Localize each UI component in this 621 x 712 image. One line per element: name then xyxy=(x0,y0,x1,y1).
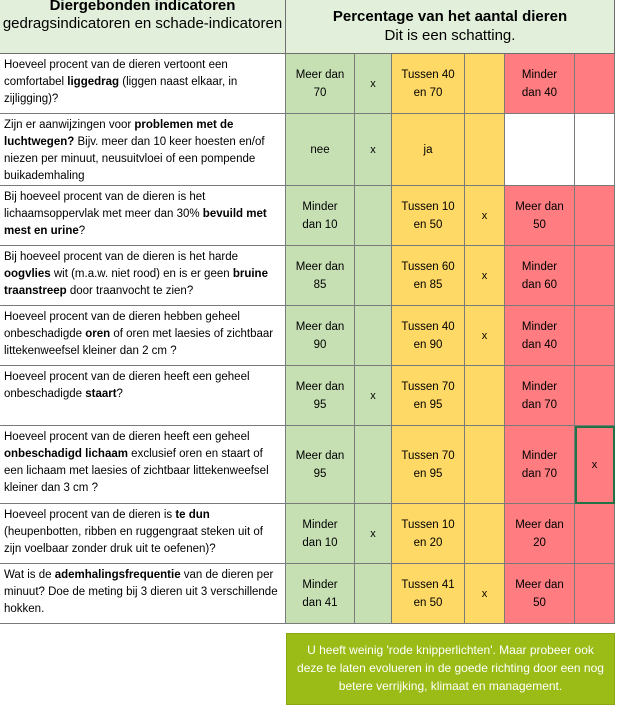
table-row xyxy=(0,564,615,624)
option-text xyxy=(401,198,454,234)
question-cell[interactable] xyxy=(0,306,286,366)
selection-mark: x xyxy=(370,389,376,402)
green-option-cell[interactable] xyxy=(286,564,355,624)
green-mark-cell[interactable] xyxy=(355,54,392,114)
question-text: Wat is de xyxy=(4,569,55,581)
yellow-option-cell[interactable] xyxy=(392,426,465,504)
question-keyword: te dun xyxy=(175,509,210,521)
green-option-cell[interactable] xyxy=(286,426,355,504)
table-row xyxy=(0,306,615,366)
question-text: Hoeveel procent van de dieren is xyxy=(4,509,176,521)
option-text-line: Minder xyxy=(521,380,558,393)
red-mark-cell[interactable] xyxy=(575,426,615,504)
question-cell[interactable] xyxy=(0,114,286,186)
option-text-line: nee xyxy=(310,143,330,156)
question-text: of oren met laesies of zichtbaar littekenweefsel kleiner dan 2 cm ? xyxy=(4,328,274,357)
question-text: Hoeveel procent van de dieren vertoont een comfortabel xyxy=(4,59,228,88)
red-mark-cell[interactable] xyxy=(575,114,615,186)
question-keyword: onbeschadigd lichaam xyxy=(4,448,128,460)
option-text xyxy=(296,447,345,483)
yellow-option-cell[interactable] xyxy=(392,366,465,426)
option-text-line: Tussen 40 xyxy=(401,320,455,333)
option-text-line: Tussen 70 xyxy=(401,449,455,462)
option-text-line: 95 xyxy=(313,467,327,480)
option-text-line: dan 41 xyxy=(302,596,338,609)
option-text-line: 50 xyxy=(533,596,546,609)
option-text-line: Minder xyxy=(521,449,558,462)
header-percentage-subtitle: Dit is een schatting. xyxy=(384,27,516,44)
option-text-line: Minder xyxy=(521,320,558,333)
yellow-mark-cell[interactable] xyxy=(465,186,505,246)
question-cell[interactable] xyxy=(0,426,286,504)
green-mark-cell[interactable] xyxy=(355,366,392,426)
red-option-cell[interactable] xyxy=(505,366,575,426)
question-text: Hoeveel procent van de dieren hebben geheel onbeschadigde xyxy=(4,311,240,340)
red-option-cell[interactable] xyxy=(505,186,575,246)
option-text-line: Meer dan xyxy=(295,260,345,273)
question-text: ? xyxy=(78,225,86,237)
red-mark-cell[interactable] xyxy=(575,504,615,564)
option-text-line: 95 xyxy=(313,398,327,411)
selection-mark: x xyxy=(481,329,488,342)
red-mark-cell[interactable] xyxy=(575,564,615,624)
yellow-mark-cell[interactable] xyxy=(465,426,505,504)
option-text-line: Minder xyxy=(521,68,558,81)
table-row xyxy=(0,426,615,504)
question-text: ? xyxy=(116,388,123,400)
green-option-cell[interactable] xyxy=(286,504,355,564)
table-row xyxy=(0,186,615,246)
option-text xyxy=(522,447,557,483)
option-text-line: en 50 xyxy=(413,218,443,231)
yellow-mark-cell[interactable] xyxy=(465,366,505,426)
yellow-option-cell[interactable] xyxy=(392,246,465,306)
option-text-line: dan 70 xyxy=(521,398,558,411)
option-text xyxy=(401,447,454,483)
yellow-mark-cell[interactable] xyxy=(465,54,505,114)
question-text: wit (m.a.w. niet rood) en is er geen xyxy=(50,268,233,280)
option-text-line: en 85 xyxy=(413,278,443,291)
option-text-line: Meer dan xyxy=(515,200,564,213)
option-text-line: 20 xyxy=(533,536,546,549)
option-text-line: Minder xyxy=(302,200,338,213)
green-mark-cell[interactable] xyxy=(355,564,392,624)
option-text xyxy=(302,516,337,552)
green-option-cell[interactable] xyxy=(286,306,355,366)
red-option-cell[interactable] xyxy=(505,114,575,186)
green-mark-cell[interactable] xyxy=(355,504,392,564)
option-text-line: Meer dan xyxy=(515,578,564,591)
option-text-line: Tussen 40 xyxy=(401,68,455,81)
option-text xyxy=(401,576,454,612)
option-text-line: Tussen 41 xyxy=(401,578,455,591)
option-text xyxy=(296,258,345,294)
table-row xyxy=(0,504,615,564)
question-cell[interactable] xyxy=(0,54,286,114)
question-keyword: ademhalingsfrequentie xyxy=(54,569,181,581)
red-mark-cell[interactable] xyxy=(575,306,615,366)
header-percentage-title: Percentage van het aantal dieren xyxy=(332,8,568,25)
selection-mark: x xyxy=(591,458,598,471)
yellow-mark-cell[interactable] xyxy=(465,564,505,624)
question-text: (heupenbotten, ribben en ruggengraat steken uit of zijn voelbaar zonder druk uit te oefenen)? xyxy=(4,526,263,555)
option-text xyxy=(310,141,329,159)
option-text xyxy=(424,141,433,159)
option-text-line: ja xyxy=(423,143,433,156)
yellow-option-cell[interactable] xyxy=(392,564,465,624)
option-text xyxy=(401,318,454,354)
option-text-line: dan 10 xyxy=(302,536,338,549)
selection-mark: x xyxy=(370,77,376,90)
yellow-option-cell[interactable] xyxy=(392,306,465,366)
question-text: Zijn er aanwijzingen voor xyxy=(4,119,135,131)
option-text xyxy=(296,66,345,102)
selection-mark: x xyxy=(370,143,376,156)
question-cell[interactable] xyxy=(0,246,286,306)
red-mark-cell[interactable] xyxy=(575,186,615,246)
red-mark-cell[interactable] xyxy=(575,366,615,426)
option-text-line: dan 40 xyxy=(521,338,558,351)
question-keyword: bruine traanstreep xyxy=(4,268,268,297)
option-text-line: en 50 xyxy=(413,596,443,609)
selection-mark: x xyxy=(481,269,488,282)
green-option-cell[interactable] xyxy=(286,246,355,306)
yellow-option-cell[interactable] xyxy=(392,54,465,114)
red-mark-cell[interactable] xyxy=(575,54,615,114)
yellow-mark-cell[interactable] xyxy=(465,114,505,186)
question-keyword: problemen met de luchtwegen? xyxy=(4,119,234,148)
option-text-line: en 20 xyxy=(413,536,443,549)
option-text-line: Meer dan xyxy=(295,320,345,333)
red-option-cell[interactable] xyxy=(505,306,575,366)
red-option-cell[interactable] xyxy=(505,504,575,564)
option-text-line: en 95 xyxy=(413,467,443,480)
option-text-line: Minder xyxy=(521,260,558,273)
option-text xyxy=(296,318,345,354)
option-text xyxy=(515,516,564,552)
question-cell[interactable] xyxy=(0,366,286,426)
option-text xyxy=(302,198,337,234)
option-text xyxy=(515,576,564,612)
question-keyword: staart xyxy=(85,388,117,400)
yellow-option-cell[interactable] xyxy=(392,186,465,246)
option-text-line: 90 xyxy=(313,338,327,351)
question-text: Hoeveel procent van de dieren heeft een geheel onbeschadigde xyxy=(4,371,250,400)
question-cell[interactable] xyxy=(0,564,286,624)
table-row xyxy=(0,114,615,186)
question-cell[interactable] xyxy=(0,504,286,564)
green-option-cell[interactable] xyxy=(286,186,355,246)
option-text xyxy=(522,66,557,102)
red-mark-cell[interactable] xyxy=(575,246,615,306)
question-keyword: liggedrag xyxy=(67,76,120,88)
question-text: Bij hoeveel procent van de dieren is het harde xyxy=(4,251,238,263)
option-text-line: dan 60 xyxy=(521,278,558,291)
option-text-line: Tussen 10 xyxy=(401,518,455,531)
option-text xyxy=(522,318,557,354)
option-text-line: Tussen 60 xyxy=(401,260,455,273)
yellow-option-cell[interactable] xyxy=(392,504,465,564)
option-text-line: dan 40 xyxy=(521,86,558,99)
selection-mark: x xyxy=(481,587,488,600)
yellow-mark-cell[interactable] xyxy=(465,306,505,366)
option-text xyxy=(401,378,454,414)
header-percentage[interactable] xyxy=(286,0,615,54)
green-mark-cell[interactable] xyxy=(355,246,392,306)
red-option-cell[interactable] xyxy=(505,54,575,114)
question-text: van de dieren per minuut? Doe de meting bij 3 dieren uit 3 verschillende hokken. xyxy=(4,569,278,615)
question-cell[interactable] xyxy=(0,186,286,246)
green-mark-cell[interactable] xyxy=(355,306,392,366)
option-text-line: dan 10 xyxy=(302,218,338,231)
option-text xyxy=(401,66,454,102)
red-option-cell[interactable] xyxy=(505,246,575,306)
option-text-line: Minder xyxy=(302,518,338,531)
option-text-line: en 95 xyxy=(413,398,443,411)
yellow-mark-cell[interactable] xyxy=(465,504,505,564)
yellow-mark-cell[interactable] xyxy=(465,246,505,306)
green-option-cell[interactable] xyxy=(286,54,355,114)
question-keyword: oren xyxy=(85,328,111,340)
header-indicators[interactable] xyxy=(0,0,286,54)
yellow-option-cell[interactable] xyxy=(392,114,465,186)
question-text: Bij hoeveel procent van de dieren is het lichaamsoppervlak met meer dan 30% xyxy=(4,191,206,220)
question-text: Hoeveel procent van de dieren heeft een geheel xyxy=(4,431,250,443)
option-text xyxy=(401,258,454,294)
selection-mark: x xyxy=(481,209,488,222)
red-option-cell[interactable] xyxy=(505,564,575,624)
header-indicators-subtitle: gedragsindicatoren en schade-indicatoren xyxy=(2,15,283,32)
option-text-line: 70 xyxy=(313,86,327,99)
red-option-cell[interactable] xyxy=(505,426,575,504)
option-text-line: en 70 xyxy=(413,86,443,99)
option-text xyxy=(522,378,557,414)
option-text xyxy=(515,198,564,234)
result-message[interactable]: U heeft weinig 'rode knipperlichten'. Maar probeer ook deze te laten evolueren in de goede richting door een nog betere verrijking, klimaat en management. xyxy=(286,633,615,705)
option-text-line: Meer dan xyxy=(295,449,345,462)
option-text xyxy=(296,378,345,414)
option-text xyxy=(302,576,337,612)
selection-mark: x xyxy=(370,527,376,540)
green-mark-cell[interactable] xyxy=(355,426,392,504)
green-option-cell[interactable] xyxy=(286,366,355,426)
option-text-line: Meer dan xyxy=(295,380,345,393)
option-text-line: 50 xyxy=(533,218,546,231)
option-text-line: 85 xyxy=(313,278,327,291)
question-text: (liggen naast elkaar, in zijligging)? xyxy=(4,76,238,105)
green-mark-cell[interactable] xyxy=(355,114,392,186)
green-mark-cell[interactable] xyxy=(355,186,392,246)
table-row xyxy=(0,246,615,306)
question-keyword: oogvlies xyxy=(4,268,51,280)
option-text-line: Meer dan xyxy=(515,518,564,531)
option-text-line: Tussen 10 xyxy=(401,200,455,213)
option-text-line: Meer dan xyxy=(295,68,345,81)
header-indicators-title: Diergebonden indicatoren xyxy=(49,0,236,14)
option-text-line: en 90 xyxy=(413,338,443,351)
question-text: exclusief oren en staart of een lichaam met laesies of zichtbaar littekenweefsel kleiner dan 3 cm ? xyxy=(4,448,269,494)
question-text: Bijv. meer dan 10 keer hoesten en/of niezen per minuut, neusuitvloei of een pompende buikademhaling xyxy=(4,136,265,182)
question-keyword: bevuild met mest en urine xyxy=(4,208,267,237)
option-text xyxy=(401,516,454,552)
table-row xyxy=(0,366,615,426)
question-text: door traanvocht te zien? xyxy=(66,285,194,297)
option-text-line: Tussen 70 xyxy=(401,380,455,393)
table-row xyxy=(0,54,615,114)
option-text xyxy=(522,258,557,294)
green-option-cell[interactable] xyxy=(286,114,355,186)
option-text-line: dan 70 xyxy=(521,467,558,480)
option-text-line: Minder xyxy=(302,578,338,591)
